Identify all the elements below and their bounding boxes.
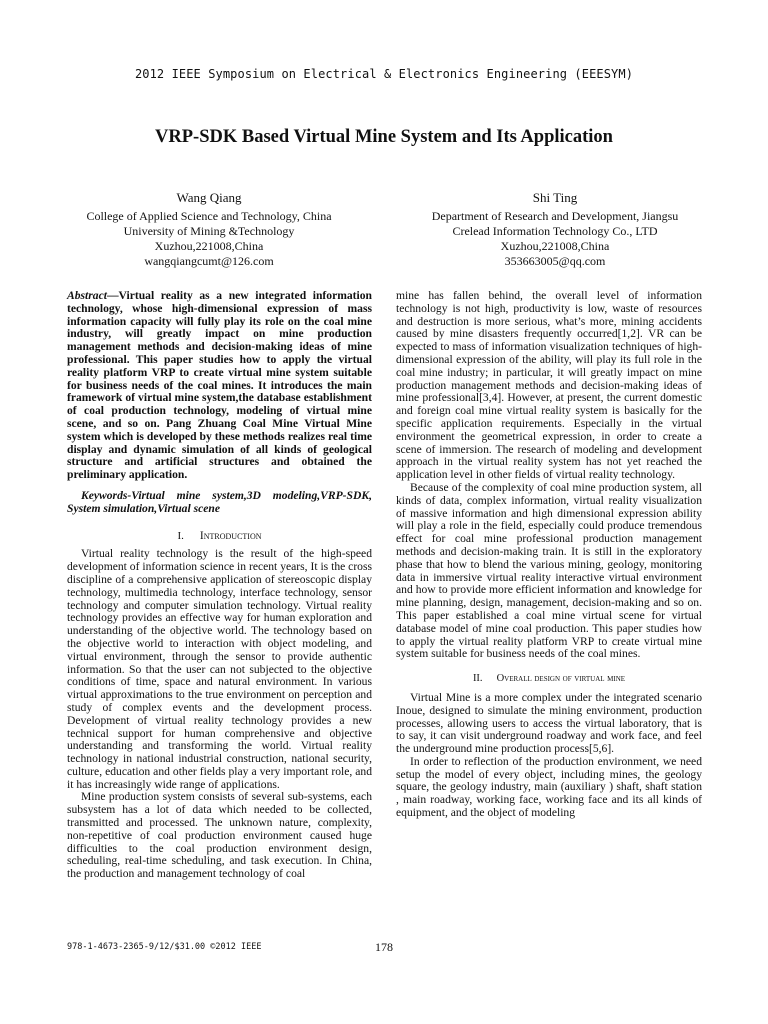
author-affiliation: Department of Research and Development, Jiangsu xyxy=(431,209,679,223)
author-affiliation: Crelead Information Technology Co., LTD xyxy=(452,224,658,238)
paper-title: VRP-SDK Based Virtual Mine System and Its Application xyxy=(155,127,613,147)
author-name: Wang Qiang xyxy=(176,190,242,205)
section-number: II. xyxy=(472,673,483,685)
keywords: Keywords-Virtual mine system,3D modeling,VRP-SDK, System simulation,Virtual scene xyxy=(67,488,372,515)
section-heading xyxy=(396,673,702,686)
body-paragraph: Virtual Mine is a more complex under the integrated scenario Inoue, designed to simulate the mining environment, production processes, allowing users to access the virtual laboratory, that is to say, it can visit underground roadway and work face, and feel the underground mine production process[5,6]. xyxy=(396,690,702,756)
body-paragraph: mine has fallen behind, the overall level of information technology is not high, productivity is low, waste of resources and destruction is more serious, what’s more, mining accidents caused by mine disasters frequently occurred[1,2]. VR can be expected to mass of information visualization techniques of high-dimensional expression of the ability, will play its full role in the coal mine industry; in particular, it will greatly impact on mine production management methods and decision-making ideas of mine professional[3,4]. However, at present, the current domestic and foreign coal mine virtual reality system is basically for the specific application requirements. Especially in the virtual environment the geometrical expression, in order to create a scene of immersion. The research of modeling and development approach in the virtual reality system has not yet reached the application level in other fields of virtual reality technology. xyxy=(396,289,702,482)
section-heading xyxy=(67,530,372,543)
author-city: Xuzhou,221008,China xyxy=(500,239,610,253)
section-number: I. xyxy=(177,529,184,542)
body-paragraph: Because of the complexity of coal mine production system, all kinds of data, complex information, virtual reality visualization of massive information and high dimensional expression ability will play a role in the field, especially could produce tremendous effect for coal mine professional production management methods and decision-making train. It is still in the exploratory phase that how to blend the various mining, geology, monitoring data in immersive virtual reality interactive virtual environment and how to provide more efficient information and knowledge for mine planning, design, management, decision-making and so on. This paper established a coal mine virtual scene for virtual database model of mine coal production. This paper studies how to apply the virtual reality platform VRP to create virtual mine system suitable for business needs of the coal mines. xyxy=(396,480,702,661)
section-title: Introduction xyxy=(199,529,262,542)
page-number: 178 xyxy=(375,940,393,954)
body-paragraph: In order to reflection of the production environment, we need setup the model of every object, including mines, the geology square, the geology industry, main (auxiliary ) shaft, shaft station , main roadway, working face, working face and its all kinds of equipment, and the object of modeling xyxy=(396,754,702,820)
section-title: Overall design of virtual mine xyxy=(496,673,626,685)
isbn-footer: 978-1-4673-2365-9/12/$31.00 ©2012 IEEE xyxy=(67,942,262,952)
author-block-2 xyxy=(398,190,712,269)
conference-header: 2012 IEEE Symposium on Electrical & Electronics Engineering (EEESYM) xyxy=(134,67,634,81)
author-name: Shi Ting xyxy=(532,190,578,205)
abstract-label: Abstract xyxy=(67,289,107,302)
abstract-text: —Virtual reality as a new integrated information technology, whose high-dimensional expression of mass information capacity will fully play its role on the coal mine industry, will greatly impact on mine production management methods and decision-making ideas of mine professional. This paper studies how to apply the virtual reality platform VRP to create virtual mine system suitable for business needs of the coal mines. It introduces the main framework of virtual mine system,the database establishment of coal production technology, modeling of virtual mine scene, and so on. Pang Zhuang Coal Mine Virtual Mine system which is developed by these methods realizes real time display and dynamic simulation of all kinds of geological structure and artificial structures and obtained the preliminary application. xyxy=(67,289,372,482)
author-block-1 xyxy=(50,190,368,269)
abstract xyxy=(67,290,372,482)
author-city: Xuzhou,221008,China xyxy=(154,239,264,253)
author-email: 353663005@qq.com xyxy=(504,254,606,268)
left-column xyxy=(67,290,372,881)
author-affiliation: College of Applied Science and Technology, China xyxy=(86,209,332,223)
body-paragraph: Mine production system consists of several sub-systems, each subsystem has a lot of data which needed to be collected, transmitted and processed. The unknown nature, complexity, non-repetitive of coal production environment caused huge difficulties to the coal production environment design, scheduling, real-time scheduling, and task execution. In China, the production and management technology of coal xyxy=(67,790,372,881)
body-paragraph: Virtual reality technology is the result of the high-speed development of information science in recent years, It is the cross discipline of a comprehensive application of stereoscopic display technology, multimedia technology, interface technology, sensor technology and computer simulation technology. Virtual reality technology provides an effective way for human exploration and understanding of the objective world. The technology based on the objective world to interaction with object modeling, and virtual environment, through the sensor to provide authentic information. So that the user can not subjected to the objective conditions of time, space and natural environment. In various virtual approximations to the true environment on perception and study of complex events and the development process. Development of virtual reality technology provides a new technical support for human comprehensive and objective understanding and transforming the world. Virtual reality technology in national industrial construction, national security, culture, education and other fields play a very important role, and it has increasingly wide range of applications. xyxy=(67,547,372,791)
author-email: wangqiangcumt@126.com xyxy=(144,254,274,268)
right-column xyxy=(396,290,702,820)
author-affiliation: University of Mining &Technology xyxy=(123,224,295,238)
